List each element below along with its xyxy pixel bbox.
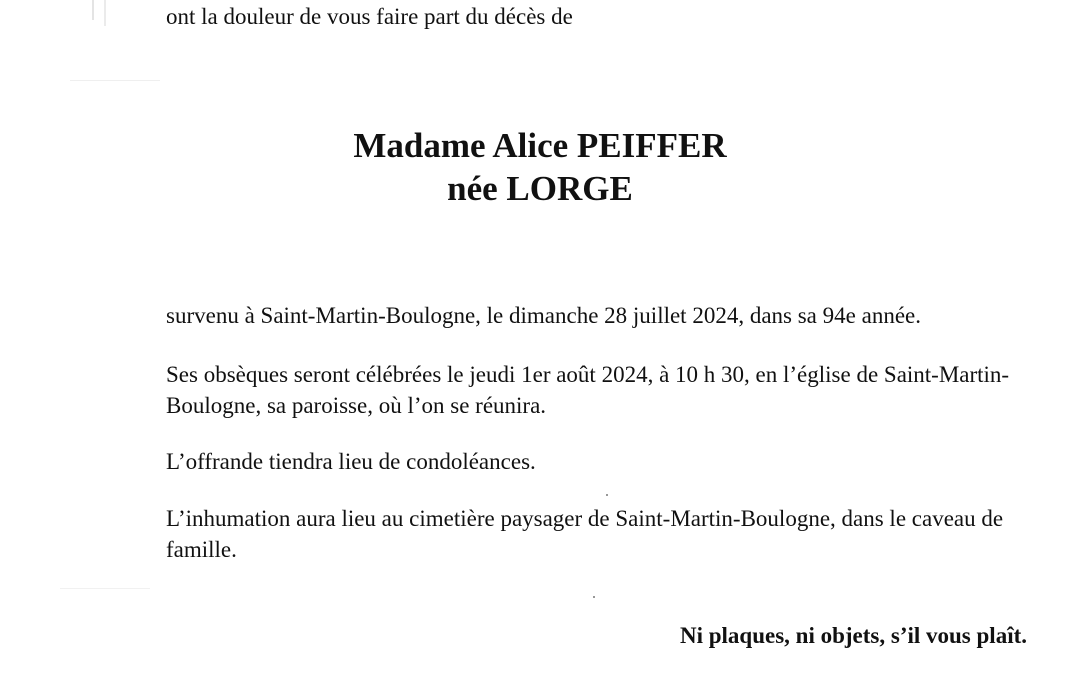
- scan-artifact: [104, 0, 106, 26]
- deceased-name-block: [0, 124, 1080, 210]
- funeral-details-paragraph: Ses obsèques seront célébrées le jeudi 1er août 2024, à 10 h 30, en l’église de Saint-Martin-Boulogne, sa paroisse, où l’on se réunira.: [166, 362, 1010, 418]
- deceased-name: Madame Alice PEIFFER: [353, 126, 727, 165]
- scan-artifact: [92, 0, 94, 20]
- condolences-paragraph: L’offrande tiendra lieu de condoléances.: [166, 449, 536, 474]
- scan-artifact: [60, 588, 150, 589]
- scan-speck: [593, 596, 595, 598]
- scan-speck: [606, 494, 608, 496]
- death-details-paragraph: survenu à Saint-Martin-Boulogne, le dimanche 28 juillet 2024, dans sa 94e année.: [166, 303, 921, 328]
- intro-line: ont la douleur de vous faire part du décès de: [166, 4, 573, 29]
- closing-request: Ni plaques, ni objets, s’il vous plaît.: [680, 623, 1027, 648]
- maiden-name: née LORGE: [447, 169, 633, 208]
- scan-artifact: [70, 80, 160, 81]
- burial-details-paragraph: L’inhumation aura lieu au cimetière paysager de Saint-Martin-Boulogne, dans le caveau de famille.: [166, 506, 1004, 562]
